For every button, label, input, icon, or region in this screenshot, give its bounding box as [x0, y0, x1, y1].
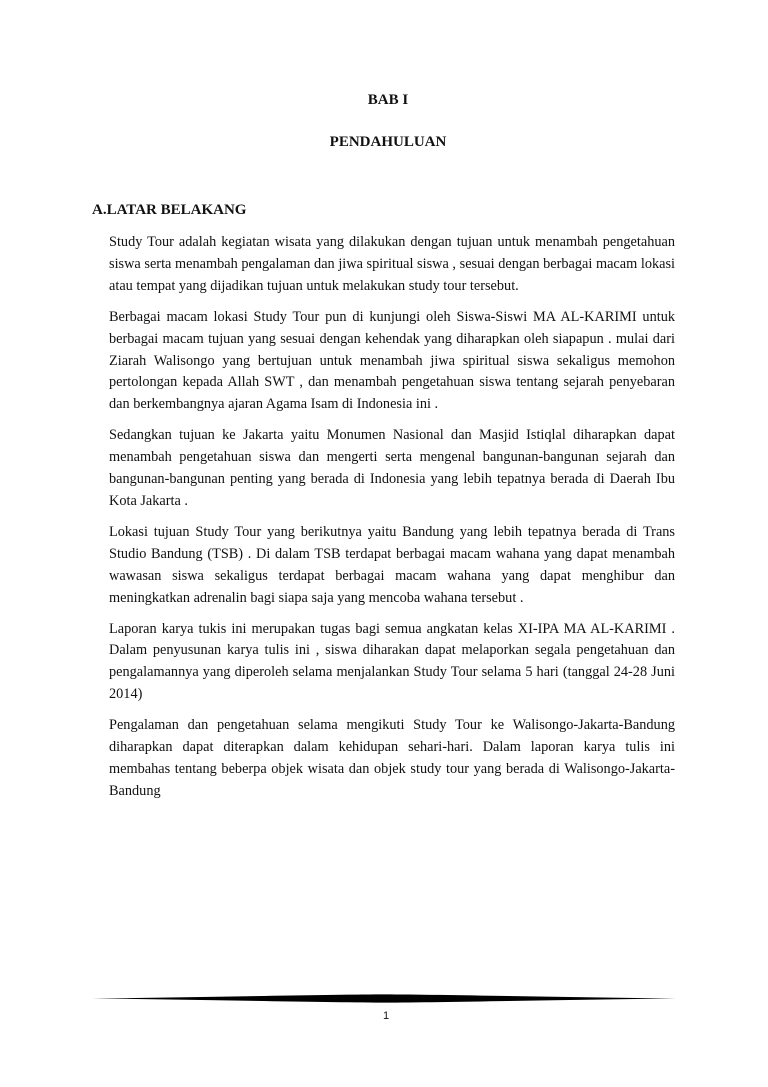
footer-divider — [92, 994, 676, 1003]
paragraph: Laporan karya tukis ini merupakan tugas bagi semua angkatan kelas XI-IPA MA AL-KARIMI . Dalam penyusunan karya tulis ini , siswa diharakan dapat melaporkan segala pengetahuan dan pengalamannya yang diperoleh selama menjalankan Study Tour selama 5 hari (tanggal 24-28 Juni 2014) — [109, 620, 675, 703]
paragraph: Berbagai macam lokasi Study Tour pun di kunjungi oleh Siswa-Siswi MA AL-KARIMI untuk berbagai macam tujuan yang sesuai dengan kehendak yang diharapkan oleh siapapun . mulai dari Ziarah Walisongo yang bertujuan untuk menambah jiwa spiritual siswa sekaligus memohon pertolongan kepada Allah SWT , dan menambah pengetahuan siswa tentang sejarah penyebaran dan berkembangnya ajaran Agama Isam di Indonesia ini . — [109, 308, 675, 413]
paragraph: Study Tour adalah kegiatan wisata yang dilakukan dengan tujuan untuk menambah pengetahuan siswa serta menambah pengalaman dan jiwa spiritual siswa , sesuai dengan berbagai macam lokasi atau tempat yang dijadikan tujuan untuk melakukan study tour tersebut. — [109, 234, 675, 294]
section-heading: A.LATAR BELAKANG — [92, 202, 247, 218]
page-number: 1 — [382, 1010, 390, 1022]
chapter-title: PENDAHULUAN — [329, 134, 447, 150]
paragraph: Lokasi tujuan Study Tour yang berikutnya yaitu Bandung yang lebih tepatnya berada di Trans Studio Bandung (TSB) . Di dalam TSB terdapat berbagai macam wahana yang dapat menambah wawasan siswa sekaligus terdapat berbagai macam wahana yang dapat menghibur dan meningkatkan adrenalin bagi siapa saja yang mencoba wahana tersebut . — [109, 523, 675, 606]
chapter-number: BAB I — [367, 92, 409, 108]
paragraph: Pengalaman dan pengetahuan selama mengikuti Study Tour ke Walisongo-Jakarta-Bandung diharapkan dapat diterapkan dalam kehidupan sehari-hari. Dalam laporan karya tulis ini membahas tentang beberpa objek wisata dan objek study tour yang berada di Walisongo-Jakarta-Bandung — [109, 717, 675, 799]
section-body — [109, 232, 675, 812]
paragraph: Sedangkan tujuan ke Jakarta yaitu Monumen Nasional dan Masjid Istiqlal diharapkan dapat menambah pengetahuan siswa dan mengerti serta mengenal bangunan-bangunan sejarah dan bangunan-bangunan penting yang berada di Indonesia yang lebih tepatnya berada di Daerah Ibu Kota Jakarta . — [109, 427, 675, 509]
